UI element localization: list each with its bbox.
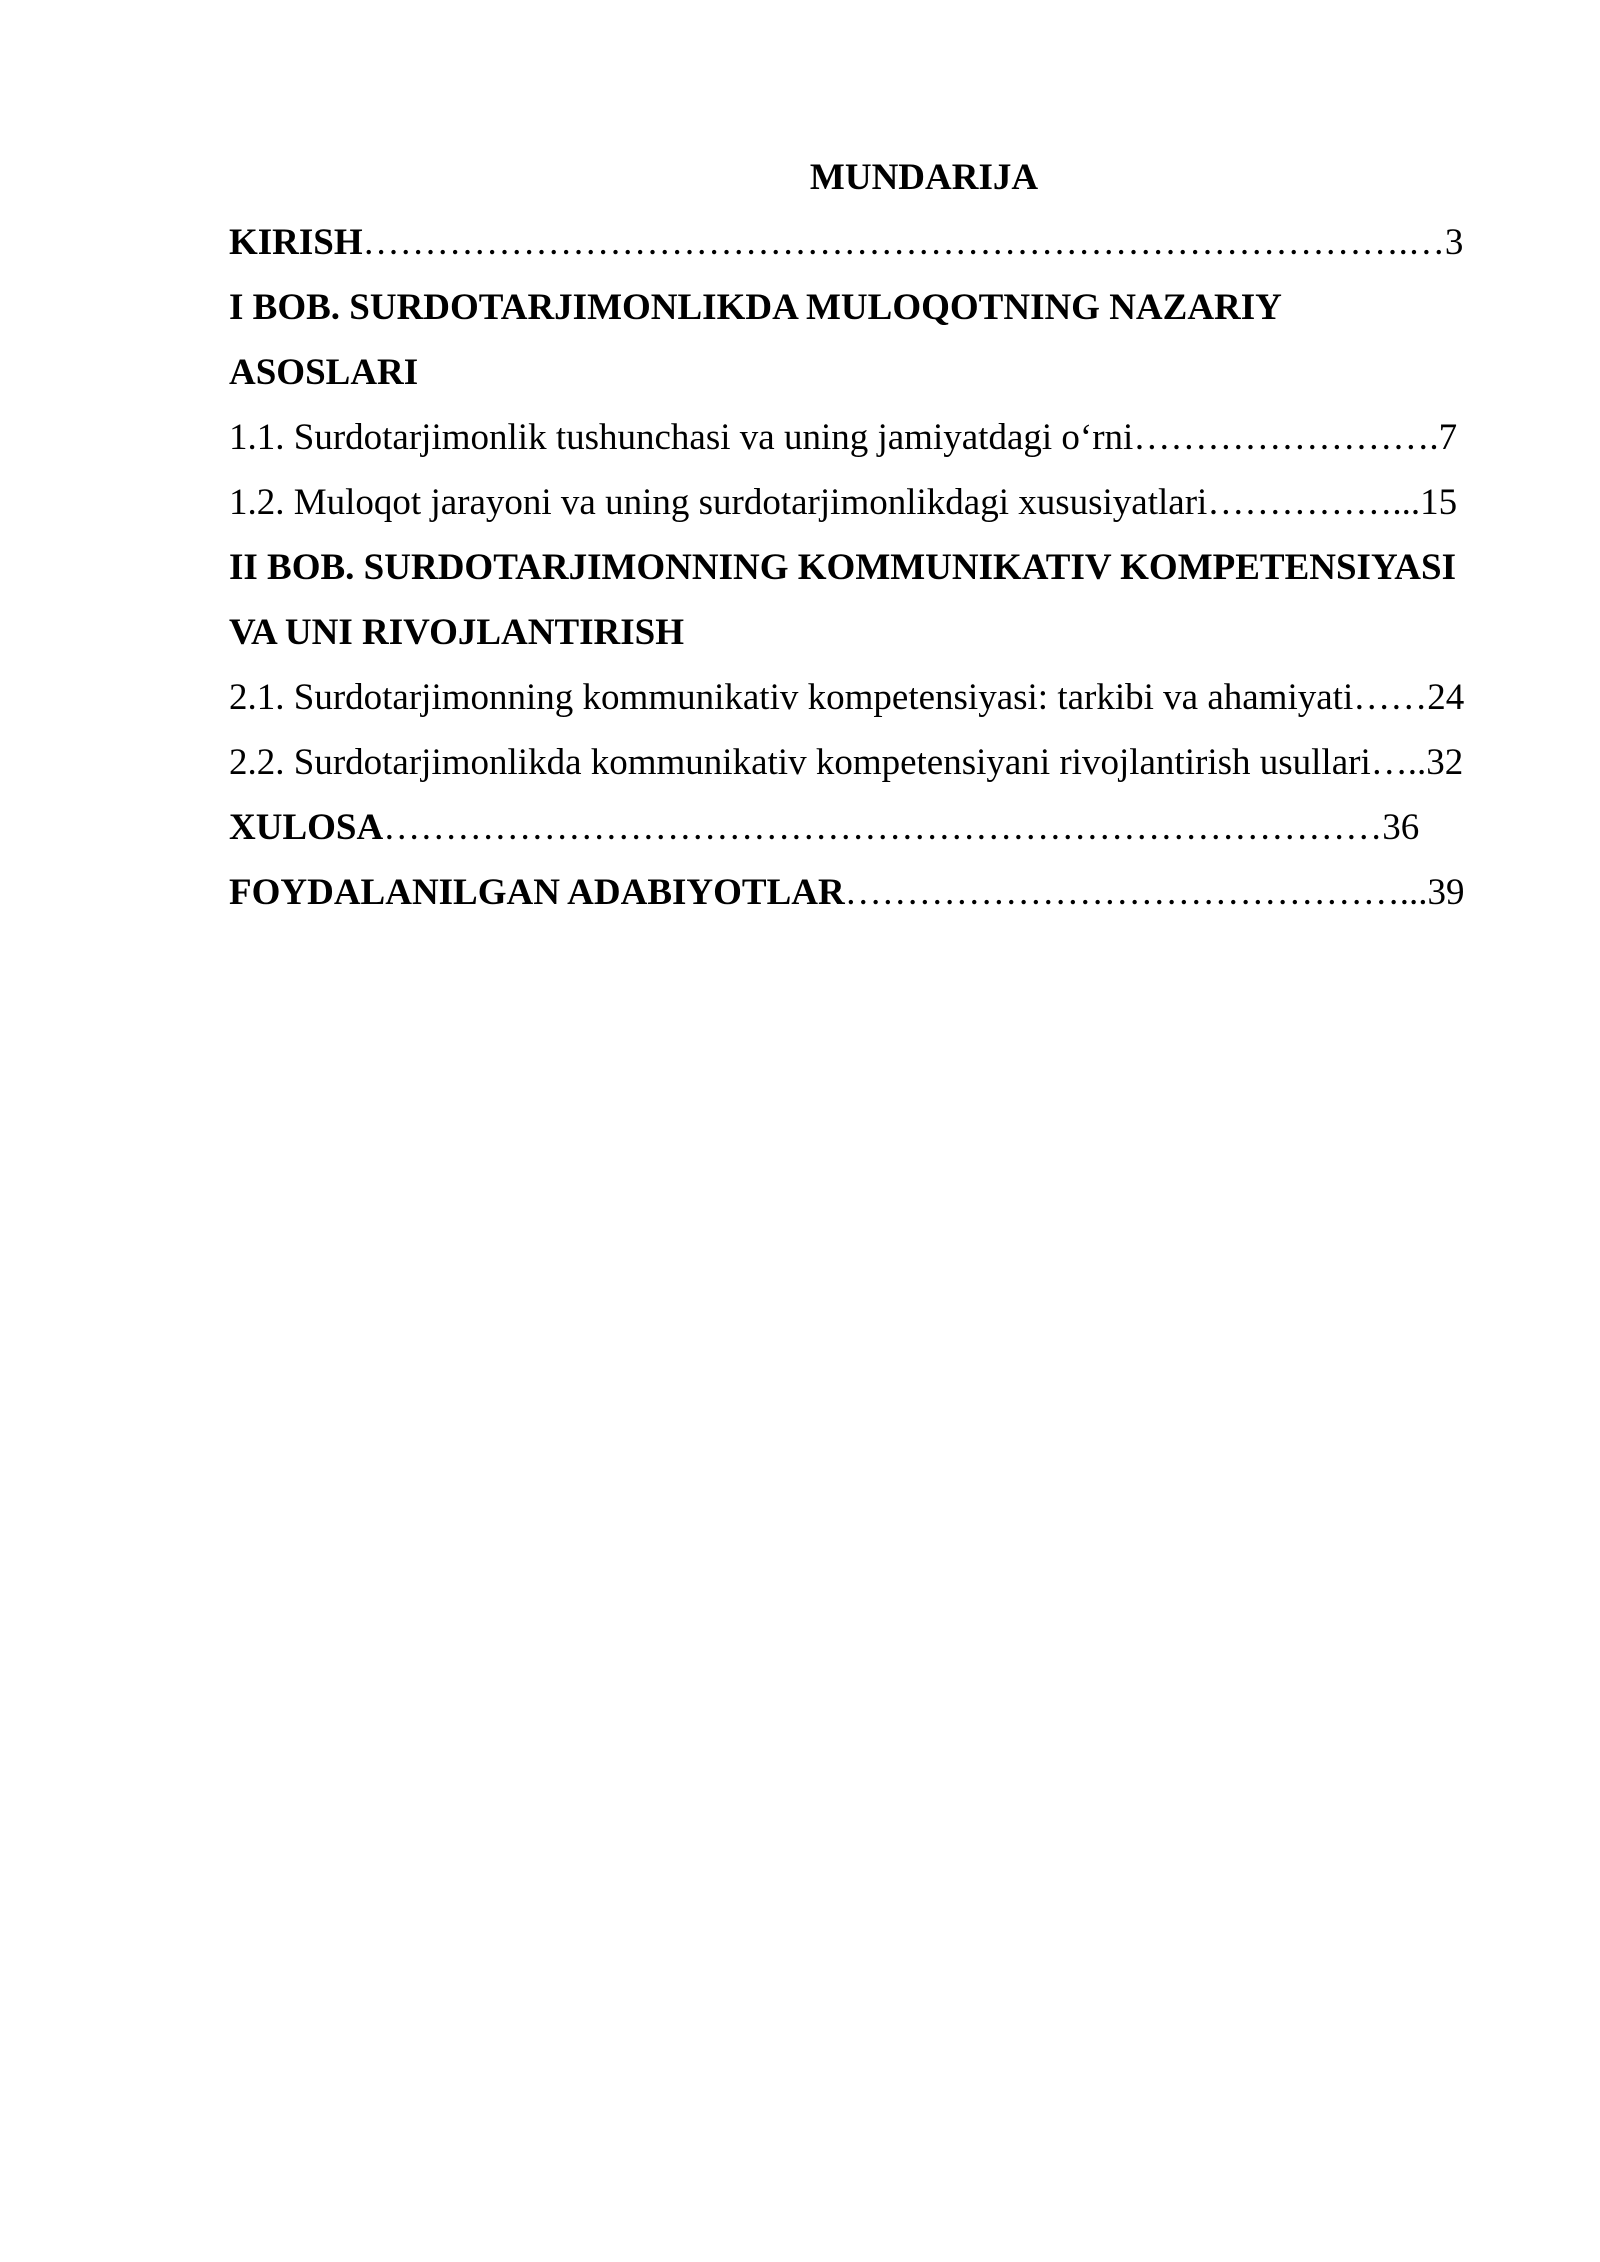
toc-leader-dots: …..: [1370, 742, 1427, 783]
toc-leader-dots: ……: [1353, 677, 1428, 718]
toc-leader-dots: ………………………………………………………………………: [383, 807, 1383, 848]
toc-entry-xulosa: [229, 795, 1489, 860]
toc-page-number: 24: [1427, 677, 1465, 718]
toc-entry-kirish: [229, 210, 1489, 275]
toc-page-number: 32: [1426, 742, 1464, 783]
toc-entry-section-2-2: [229, 730, 1489, 795]
toc-entry-label: 1.2. Muloqot jarayoni va uning surdotarjimonlikdagi xususiyatlari: [229, 482, 1208, 523]
toc-page-number: 7: [1438, 417, 1458, 458]
toc-entry-section-1-2: [229, 470, 1489, 535]
toc-leader-dots: …………………….: [1133, 417, 1439, 458]
toc-leader-dots: ……………...: [1207, 482, 1421, 523]
table-of-contents: [229, 145, 1489, 925]
toc-entry-label: 2.2. Surdotarjimonlikda kommunikativ kompetensiyani rivojlantirish usullari: [229, 742, 1371, 783]
toc-chapter-2-heading: II BOB. SURDOTARJIMONNING KOMMUNIKATIV KOMPETENSIYASI: [229, 547, 1456, 588]
toc-entry-label: XULOSA: [229, 807, 384, 848]
toc-leader-dots: ………………………………………………………………………….…: [362, 222, 1445, 263]
toc-page-number: 39: [1427, 872, 1465, 913]
toc-leader-dots: ………………………………………...: [844, 872, 1428, 913]
toc-title: MUNDARIJA: [809, 157, 1039, 198]
toc-entry-section-2-1: [229, 665, 1489, 730]
toc-chapter-2-heading-continued: VA UNI RIVOJLANTIRISH: [229, 612, 685, 653]
toc-entry-label: 1.1. Surdotarjimonlik tushunchasi va uning jamiyatdagi o‘rni: [229, 417, 1134, 458]
toc-entry-label: 2.1. Surdotarjimonning kommunikativ kompetensiyasi: tarkibi va ahamiyati: [229, 677, 1354, 718]
toc-chapter-1-heading: I BOB. SURDOTARJIMONLIKDA MULOQOTNING NAZARIY: [229, 287, 1282, 328]
toc-page-number: 36: [1382, 807, 1420, 848]
toc-entry-label: FOYDALANILGAN ADABIYOTLAR: [229, 872, 845, 913]
toc-entry-adabiyotlar: [229, 860, 1489, 925]
toc-entry-label: KIRISH: [229, 222, 363, 263]
toc-page-number: 15: [1420, 482, 1458, 523]
toc-entry-section-1-1: [229, 405, 1489, 470]
toc-chapter-1-heading-continued: ASOSLARI: [229, 352, 419, 393]
toc-page-number: 3: [1444, 222, 1464, 263]
